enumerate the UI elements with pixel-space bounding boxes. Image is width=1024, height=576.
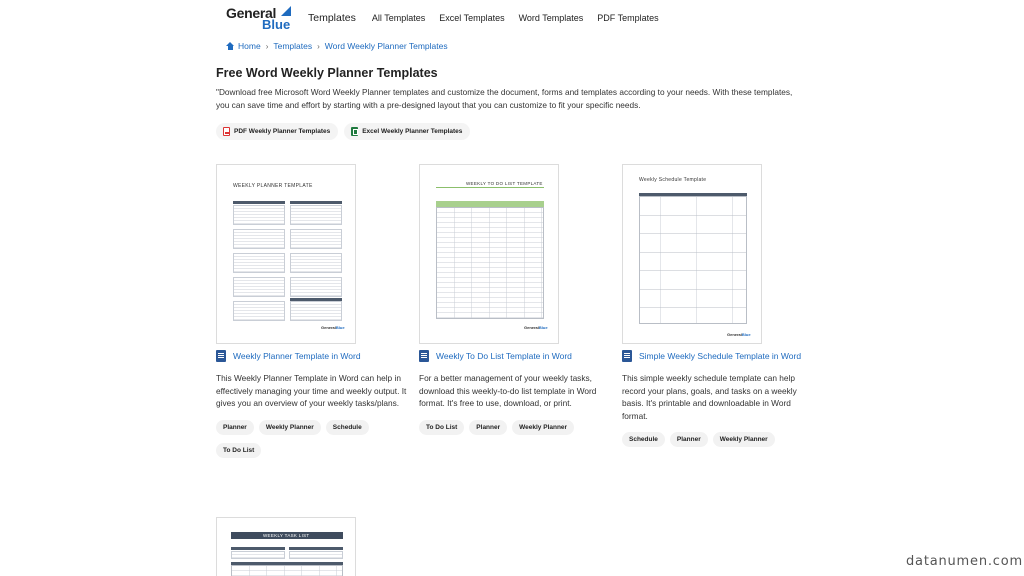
thumb-bar <box>233 201 285 204</box>
thumb-lines <box>290 229 342 249</box>
thumb-lines <box>231 551 285 559</box>
template-card <box>419 164 615 443</box>
template-description: This Weekly Planner Template in Word can help in effectively managing your time and weekly output. It gives you an overview of your weekly tasks/plans. <box>216 373 407 408</box>
thumb-lines <box>289 551 343 559</box>
excel-templates-pill[interactable] <box>344 123 470 140</box>
thumb-grid <box>639 196 747 324</box>
site-logo[interactable] <box>226 5 294 31</box>
breadcrumb-current[interactable]: Word Weekly Planner Templates <box>324 41 448 51</box>
template-description: For a better management of your weekly tasks, download this weekly-to-do list template in Word format. It's free to use, download, or print. <box>419 373 597 408</box>
template-card <box>622 164 818 455</box>
thumb-lines <box>290 253 342 273</box>
pill-label: Excel Weekly Planner Templates <box>362 128 463 135</box>
thumb-bar <box>289 547 343 550</box>
template-thumbnail[interactable] <box>419 164 559 344</box>
tag[interactable]: Planner <box>670 432 708 447</box>
template-link-text: Weekly To Do List Template in Word <box>436 351 572 361</box>
template-thumbnail[interactable] <box>216 517 356 576</box>
thumb-lines <box>233 205 285 225</box>
breadcrumb-home[interactable]: Home <box>238 41 261 51</box>
thumbnail-title: WEEKLY PLANNER TEMPLATE <box>233 183 313 189</box>
nav-excel-templates[interactable]: Excel Templates <box>439 13 505 23</box>
template-link[interactable] <box>216 349 412 363</box>
template-link[interactable] <box>622 349 818 363</box>
logo-triangle-icon <box>281 6 291 16</box>
pill-label: PDF Weekly Planner Templates <box>234 128 331 135</box>
nav-all-templates[interactable]: All Templates <box>371 13 426 23</box>
thumb-rule <box>436 187 544 188</box>
tag[interactable]: Schedule <box>326 420 369 435</box>
template-thumbnail[interactable] <box>216 164 356 344</box>
thumb-lines <box>233 253 285 273</box>
template-link[interactable] <box>419 349 615 363</box>
logo-blue-text: Blue <box>262 17 291 32</box>
template-link-text: Weekly Planner Template in Word <box>233 351 361 361</box>
tag[interactable]: Weekly Planner <box>512 420 574 435</box>
nav-word-templates[interactable]: Word Templates <box>518 13 584 23</box>
template-card <box>216 164 412 466</box>
thumb-lines <box>233 229 285 249</box>
breadcrumb-templates[interactable]: Templates <box>273 41 313 51</box>
thumbnail-title: WEEKLY TO DO LIST TEMPLATE <box>466 181 543 186</box>
tag[interactable]: To Do List <box>419 420 464 435</box>
word-doc-icon <box>419 350 429 362</box>
tag[interactable]: Planner <box>469 420 507 435</box>
thumb-lines <box>290 301 342 321</box>
thumbnail-logo: GeneralBlue <box>524 325 548 330</box>
template-link-text: Simple Weekly Schedule Template in Word <box>639 351 802 361</box>
thumb-lines <box>290 277 342 297</box>
thumbnail-logo: GeneralBlue <box>321 325 345 330</box>
word-doc-icon <box>216 350 226 362</box>
thumbnail-title: WEEKLY TASK LIST <box>263 533 310 538</box>
tag[interactable]: Weekly Planner <box>259 420 321 435</box>
template-thumbnail[interactable] <box>622 164 762 344</box>
nav-pdf-templates[interactable]: PDF Templates <box>597 13 659 23</box>
related-templates <box>216 123 476 140</box>
excel-icon <box>351 127 358 136</box>
thumbnail-title: Weekly Schedule Template <box>639 177 707 183</box>
thumb-bar <box>290 201 342 204</box>
thumbnail-logo: GeneralBlue <box>727 332 751 337</box>
tag-list <box>419 420 615 443</box>
breadcrumb-separator-icon: › <box>317 41 320 51</box>
top-nav <box>226 6 673 30</box>
thumb-lines <box>233 277 285 297</box>
pdf-icon <box>223 127 230 136</box>
page-title: Free Word Weekly Planner Templates <box>216 66 438 80</box>
nav-templates[interactable]: Templates <box>308 12 356 24</box>
thumb-grid <box>436 207 544 319</box>
thumb-lines <box>233 301 285 321</box>
watermark: datanumen.com <box>906 554 1023 569</box>
tag-list <box>216 420 412 466</box>
thumb-grid <box>231 565 343 576</box>
tag[interactable]: Schedule <box>622 432 665 447</box>
page-intro: "Download free Microsoft Word Weekly Planner templates and customize the document, forms and templates according to your needs. With these templates, you can save time and effort by starting with a pre-designed layout that you can customize to fit your specific needs. <box>216 87 793 110</box>
logo-general-text: General <box>226 5 277 21</box>
tag[interactable]: Weekly Planner <box>713 432 775 447</box>
tag[interactable]: Planner <box>216 420 254 435</box>
home-icon <box>226 42 234 50</box>
breadcrumb-separator-icon: › <box>265 41 269 51</box>
tag[interactable]: To Do List <box>216 443 261 458</box>
word-doc-icon <box>622 350 632 362</box>
pdf-templates-pill[interactable] <box>216 123 338 140</box>
template-description: This simple weekly schedule template can help record your plans, goals, and tasks on a weekly basis. It's printable and downloadable in Word format. <box>622 373 797 421</box>
thumb-bar <box>231 547 285 550</box>
tag-list <box>622 432 818 455</box>
thumb-lines <box>290 205 342 225</box>
breadcrumb <box>226 41 448 51</box>
template-card <box>216 517 356 576</box>
